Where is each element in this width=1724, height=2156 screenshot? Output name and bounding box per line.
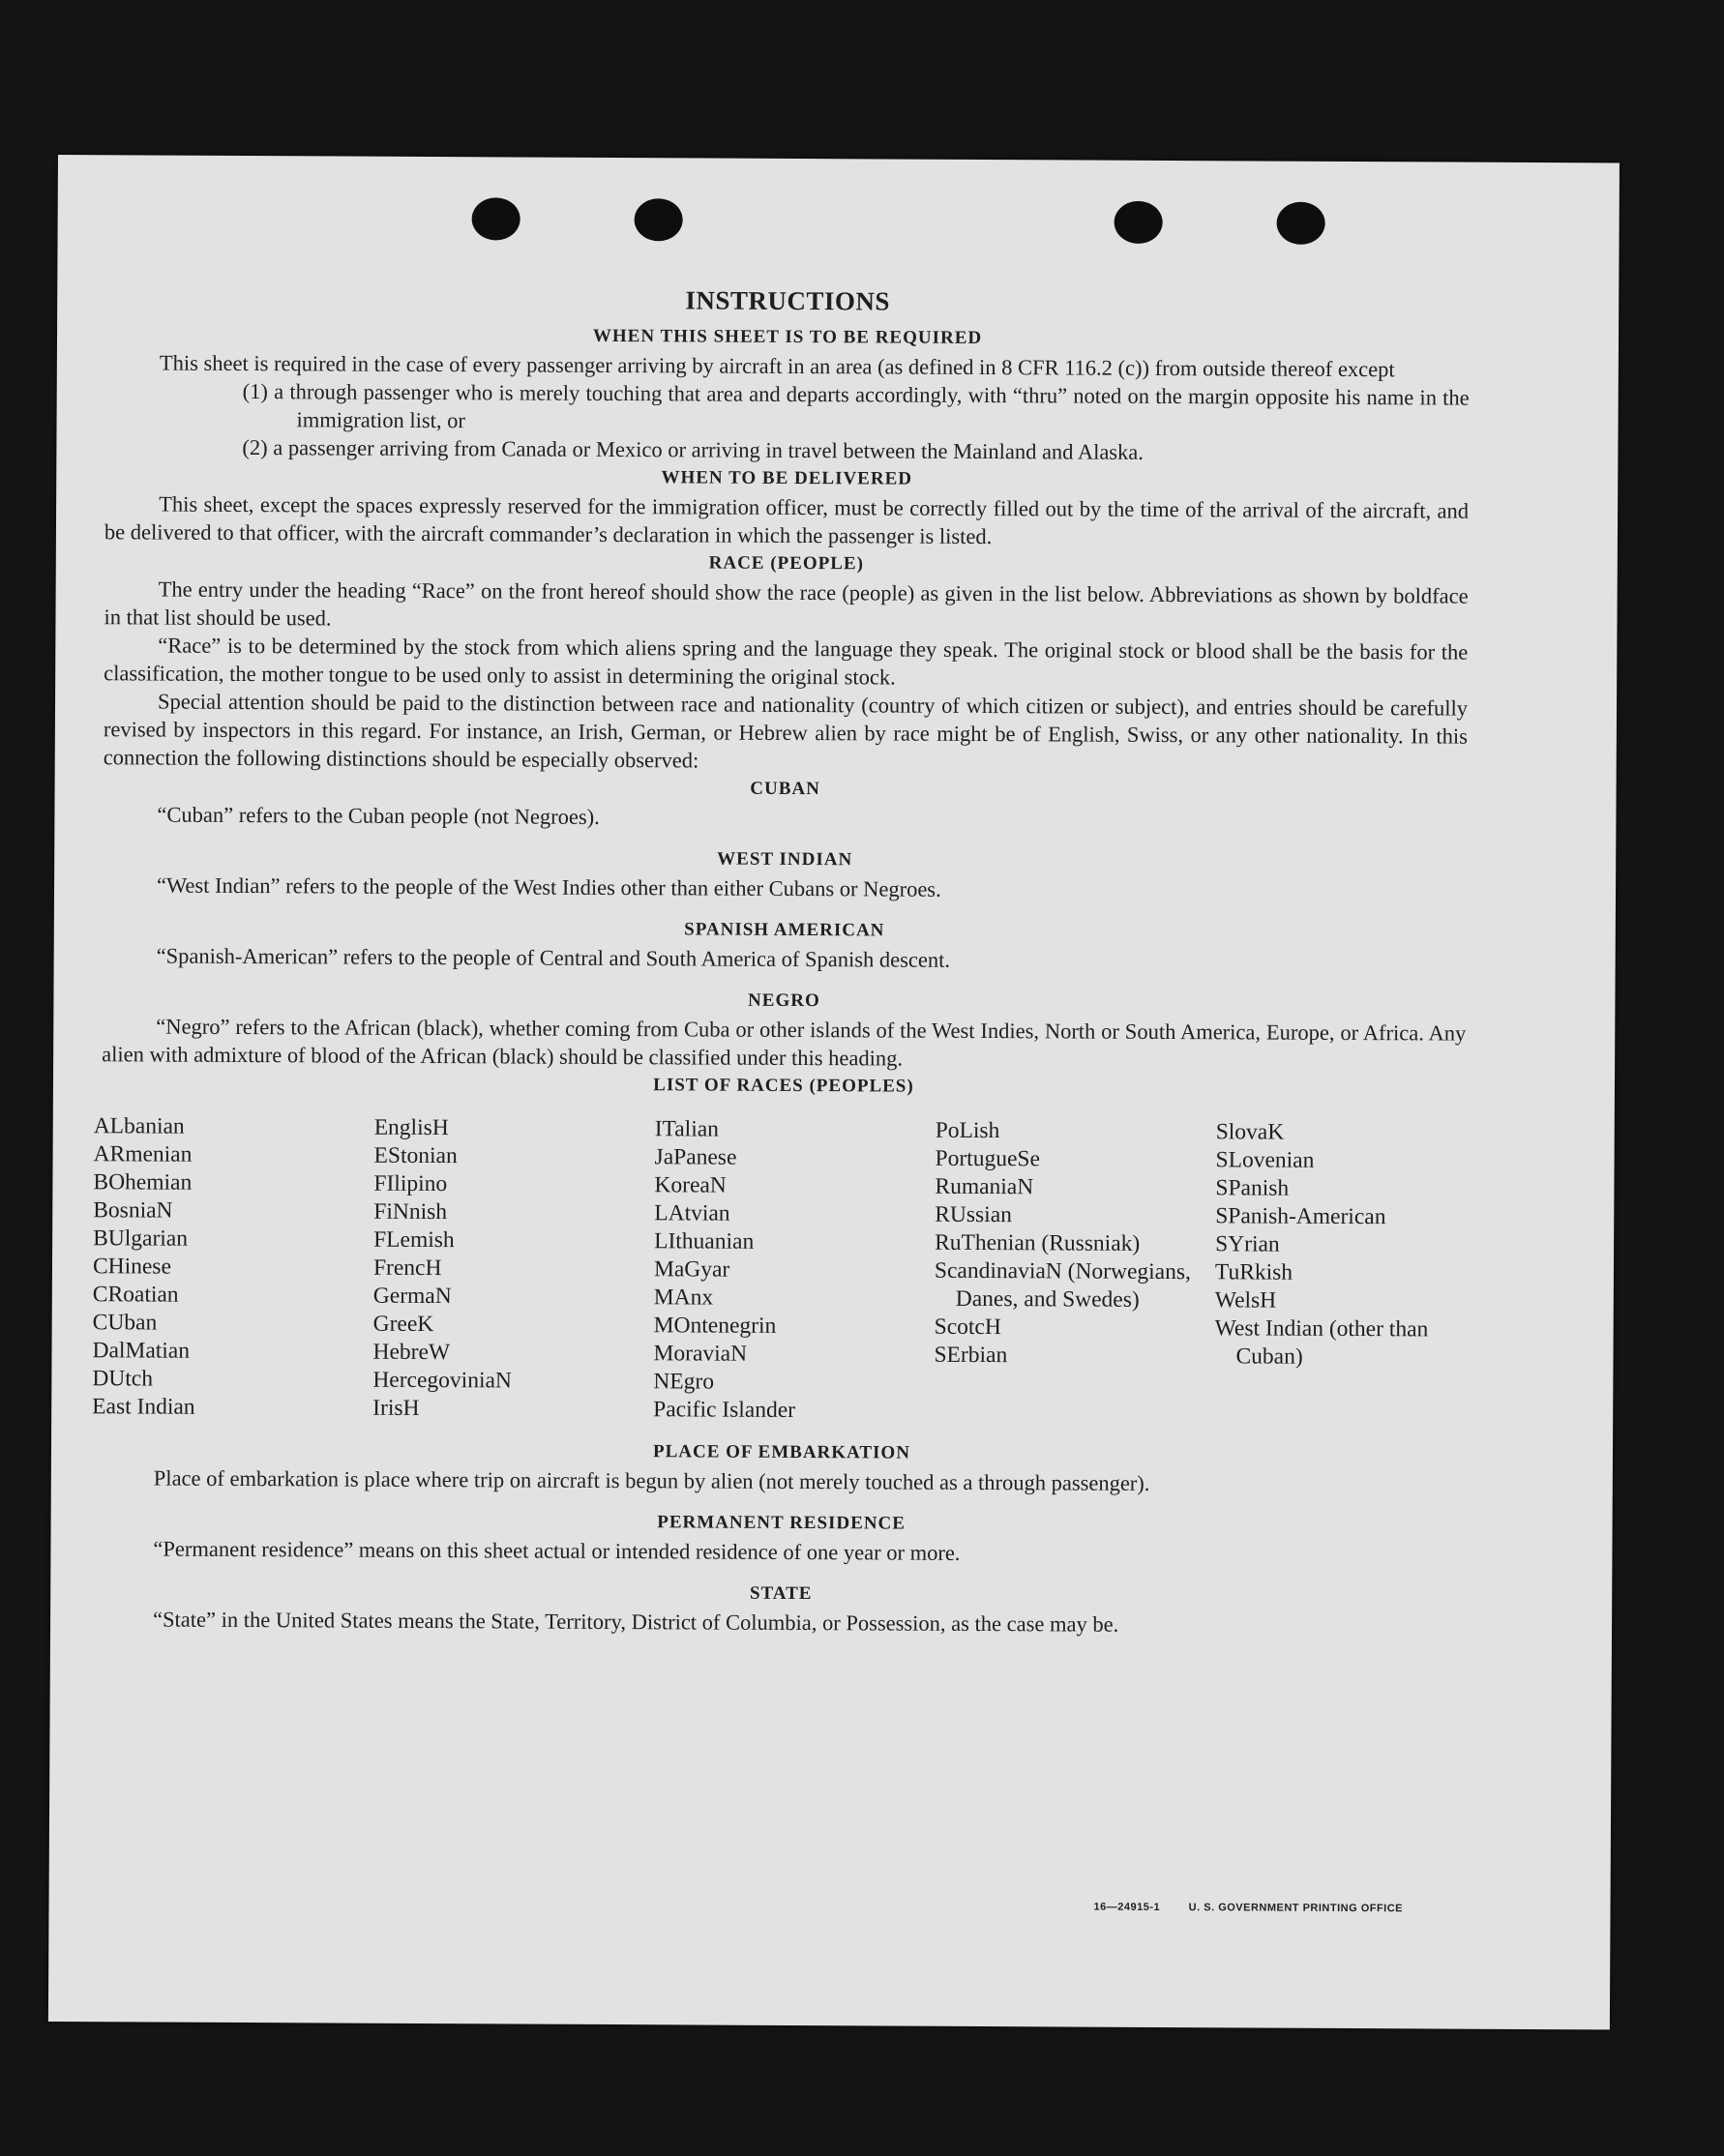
punch-hole	[472, 197, 520, 240]
race-entry: ScandinaviaN (Norwegians, Danes, and Swedes)	[934, 1257, 1191, 1313]
races-column-4	[934, 1117, 1216, 1428]
races-column-1	[92, 1112, 374, 1423]
race-entry: ITalian	[654, 1116, 720, 1142]
spanish-american-text: “Spanish-American” refers to the people of Central and South America of Spanish descent.	[156, 943, 951, 972]
race-entry: JaPanese	[654, 1144, 737, 1170]
race-entry: NEgro	[653, 1369, 715, 1395]
race-entry: CUban	[92, 1310, 158, 1336]
race-entry: TuRkish	[1214, 1259, 1293, 1285]
race-entry: BOhemian	[93, 1169, 193, 1196]
page-title: INSTRUCTIONS	[685, 285, 891, 316]
instructions-body	[92, 281, 1470, 1639]
race-entry: Pacific Islander	[653, 1397, 796, 1424]
race-entry: PortugueSe	[935, 1145, 1041, 1172]
heading-spanish-american: SPANISH AMERICAN	[684, 919, 885, 941]
cuban-text: “Cuban” refers to the Cuban people (not Negroes).	[157, 802, 600, 829]
heading-state: STATE	[749, 1582, 813, 1605]
race-entry: SPanish	[1215, 1175, 1290, 1201]
race-entry: SPanish-American	[1215, 1203, 1386, 1230]
race-entry: HercegoviniaN	[372, 1367, 513, 1394]
race-entry: BosniaN	[93, 1197, 173, 1224]
race-entry: MAnx	[653, 1285, 714, 1311]
punch-hole	[1277, 202, 1325, 245]
races-list	[92, 1112, 1466, 1428]
race-entry: KoreaN	[654, 1172, 727, 1198]
heading-when-required: WHEN THIS SHEET IS TO BE REQUIRED	[592, 325, 983, 349]
printer-imprint: U. S. GOVERNMENT PRINTING OFFICE	[1188, 1902, 1404, 1915]
race-entry: CHinese	[92, 1254, 171, 1280]
race-entry: MOntenegrin	[653, 1313, 777, 1339]
punch-hole	[635, 198, 683, 241]
race-entry: DalMatian	[92, 1338, 191, 1364]
race-entry: LAtvian	[654, 1200, 730, 1226]
heading-race: RACE (PEOPLE)	[708, 552, 864, 575]
race-entry: MaGyar	[653, 1256, 730, 1283]
race-paragraph-3: Special attention should be paid to the distinction between race and nationality (country of which citizen or subject), and entries should be carefully revised by inspectors in this regard. For instance, an Irish, German, or Hebrew alien by race might be of English, Swiss, or any other nationality. In this connection the following distinctions should be especially observed:	[103, 689, 1469, 773]
race-entry: EnglisH	[373, 1114, 449, 1141]
race-entry: DUtch	[92, 1366, 154, 1392]
races-column-2	[372, 1114, 655, 1425]
heading-cuban: CUBAN	[750, 778, 820, 800]
heading-list-of-races: LIST OF RACES (PEOPLES)	[653, 1075, 914, 1097]
race-entry: RUssian	[935, 1201, 1012, 1228]
heading-negro: NEGRO	[748, 989, 820, 1012]
race-paragraph-1: The entry under the heading “Race” on the front hereof should show the race (people) as given in the list below. Abbreviations as shown by boldface in that list should be used.	[104, 576, 1469, 631]
race-entry: WelsH	[1214, 1287, 1277, 1314]
race-entry: ScotcH	[934, 1314, 1001, 1341]
race-entry: CRoatian	[92, 1282, 179, 1308]
race-entry: FiNnish	[373, 1198, 448, 1226]
required-intro: This sheet is required in the case of every passenger arriving by aircraft in an area (as defined in 8 CFR 116.2 (c)) from outside thereof except	[159, 350, 1395, 382]
race-entry: MoraviaN	[653, 1341, 748, 1367]
race-entry: ARmenian	[93, 1141, 193, 1167]
state-text: “State” in the United States means the State, Territory, District of Columbia, or Possession, as the case may be.	[153, 1607, 1119, 1637]
form-footer	[1093, 1902, 1428, 1915]
west-indian-text: “West Indian” refers to the people of the West Indies other than either Cubans or Negroes.	[156, 872, 941, 901]
race-entry: ALbanian	[93, 1113, 185, 1139]
race-entry: BUlgarian	[93, 1226, 189, 1252]
race-entry: RuThenian (Russniak)	[935, 1229, 1141, 1256]
race-entry: GreeK	[372, 1311, 434, 1338]
heading-place-of-embarkation: PLACE OF EMBARKATION	[652, 1441, 911, 1463]
race-entry: SErbian	[934, 1342, 1008, 1369]
residence-text: “Permanent residence” means on this sheet actual or intended residence of one year or more.	[153, 1536, 961, 1565]
form-number: 16—24915-1	[1093, 1901, 1161, 1913]
race-entry: FLemish	[373, 1226, 455, 1254]
race-entry: East Indian	[92, 1394, 195, 1420]
race-entry: PoLish	[935, 1117, 1000, 1144]
embarkation-text: Place of embarkation is place where trip on aircraft is begun by alien (not merely touched as a through passenger).	[153, 1465, 1150, 1495]
delivered-text: This sheet, except the spaces expressly reserved for the immigration officer, must be correctly filled out by the time of the arrival of the aircraft, and be delivered to that officer, with the aircraft commander’s declaration in which the passenger is listed.	[104, 491, 1470, 549]
heading-permanent-residence: PERMANENT RESIDENCE	[657, 1512, 907, 1534]
race-paragraph-2: “Race” is to be determined by the stock from which aliens spring and the language they speak. The original stock or blood shall be the basis for the classification, the mother tongue to be used only to assist in determining the original stock.	[104, 633, 1469, 690]
race-entry: LIthuanian	[654, 1228, 755, 1255]
races-column-5	[1214, 1118, 1477, 1428]
race-entry: IrisH	[372, 1395, 420, 1421]
race-entry: HebreW	[372, 1339, 451, 1366]
races-column-3	[653, 1115, 936, 1426]
race-entry: SYrian	[1215, 1231, 1280, 1257]
race-entry: West Indian (other than Cuban)	[1214, 1315, 1429, 1370]
required-item-1: (1) a through passenger who is merely touching that area and departs accordingly, with “thru” noted on the margin opposite his name in the immigration list, or	[242, 379, 1470, 433]
required-item-2: (2) a passenger arriving from Canada or Mexico or arriving in travel between the Mainland and Alaska.	[242, 435, 1144, 464]
race-entry: SlovaK	[1215, 1119, 1285, 1145]
heading-when-delivered: WHEN TO BE DELIVERED	[661, 467, 913, 489]
punch-hole	[1115, 201, 1163, 244]
race-entry: GermaN	[372, 1283, 452, 1310]
race-entry: SLovenian	[1215, 1147, 1315, 1173]
instruction-sheet	[48, 155, 1620, 2029]
heading-west-indian: WEST INDIAN	[717, 848, 853, 871]
race-entry: FIlipino	[373, 1170, 448, 1197]
race-entry: EStonian	[373, 1142, 458, 1169]
negro-text: “Negro” refers to the African (black), whether coming from Cuba or other islands of the West Indies, North or South America, Europe, or Africa. Any alien with admixture of blood of the African (black) should be classified under this heading.	[102, 1014, 1467, 1071]
race-entry: RumaniaN	[935, 1173, 1034, 1200]
race-entry: FrencH	[372, 1255, 442, 1282]
